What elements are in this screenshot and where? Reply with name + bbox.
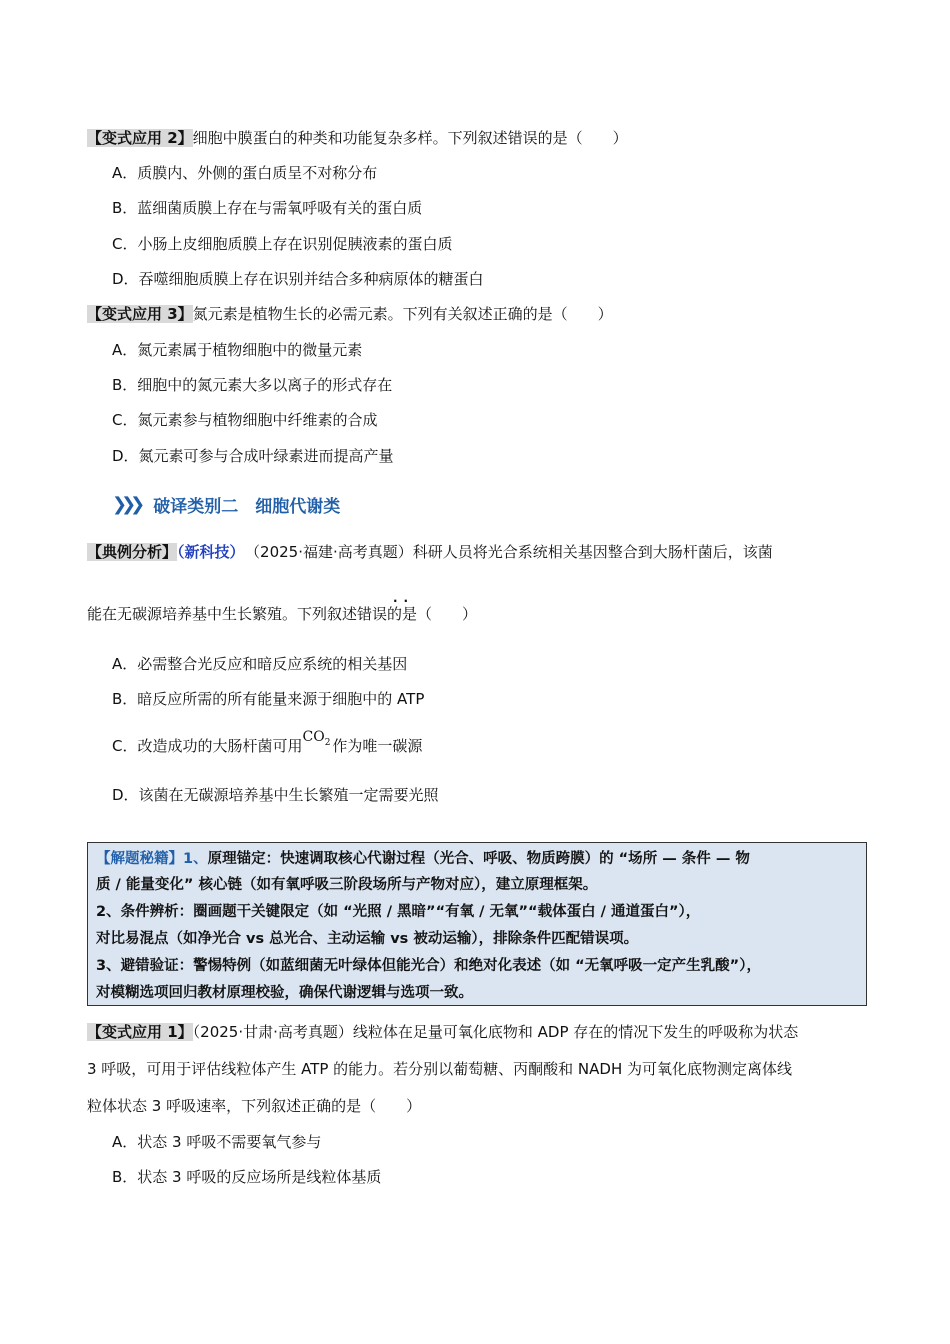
section-title: 破译类别二 细胞代谢类 [153,497,341,517]
option-d: D．吞噬细胞质膜上存在识别并结合多种病原体的糖蛋白 [112,270,484,288]
emphasis-dots: ·· [393,594,415,608]
solution-tips-box [87,842,867,1006]
example-stem [87,542,773,562]
question-2-stem [87,128,628,148]
option-a: A．质膜内、外侧的蛋白质呈不对称分布 [112,164,378,182]
option-b: B．状态 3 呼吸的反应场所是线粒体基质 [112,1168,382,1186]
option-b: B．蓝细菌质膜上存在与需氧呼吸有关的蛋白质 [112,199,423,217]
option-c-text: C．改造成功的大肠杆菌可用 [112,737,303,755]
tip-line-3: 2、条件辨析：圈画题干关键限定（如 “光照 / 黑暗”“有氧 / 无氧”“载体蛋白 / 通道蛋白”）， [96,904,701,920]
option-b: B．细胞中的氮元素大多以离子的形式存在 [112,376,393,394]
option-a: A．状态 3 呼吸不需要氧气参与 [112,1133,322,1151]
example-badge: （新科技） [177,543,245,561]
question-3-stem [87,304,613,324]
option-c-text-end: 作为唯一碳源 [332,737,423,755]
option-c: C．氮元素参与植物细胞中纤维素的合成 [112,411,378,429]
option-c [112,729,423,763]
option-a: A．必需整合光反应和暗反应系统的相关基因 [112,655,408,673]
option-d: D．该菌在无碳源培养基中生长繁殖一定需要光照 [112,786,439,804]
question-tag: 【变式应用 1】 [87,1023,193,1041]
option-d: D．氮元素可参与合成叶绿素进而提高产量 [112,447,394,465]
section-heading [112,492,340,517]
option-a: A．氮元素属于植物细胞中的微量元素 [112,341,363,359]
double-chevron-right-icon: ❯❯❯ [112,494,140,515]
tip-line-5: 3、避错验证：警惕特例（如蓝细菌无叶绿体但能光合）和绝对化表述（如 “无氧呼吸一定产生乳酸”）， [96,958,761,974]
question-tag: 【变式应用 2】 [87,129,193,147]
option-b: B．暗反应所需的所有能量来源于细胞中的 ATP [112,690,425,708]
tip-line-1: 【解题秘籍】1、原理锚定：快速调取核心代谢过程（光合、呼吸、物质跨膜）的 “场所 — 条件 — 物 [96,851,750,867]
question-1-stem [87,1022,798,1042]
question-tag: 【变式应用 3】 [87,305,193,323]
co2-formula: $CO_2$ [302,729,331,748]
question-text: 氮元素是植物生长的必需元素。下列有关叙述正确的是（ ） [192,305,613,323]
question-text: 细胞中膜蛋白的种类和功能复杂多样。下列叙述错误的是（ ） [192,129,628,147]
question-1-line-3: 粒体状态 3 呼吸速率，下列叙述正确的是（ ） [87,1097,422,1115]
option-c: C．小肠上皮细胞质膜上存在识别促胰液素的蛋白质 [112,235,453,253]
tip-tag: 【解题秘籍】 [96,851,183,867]
example-tag: 【典例分析】 [87,543,178,561]
example-source: （2025·福建·高考真题）科研人员将光合系统相关基因整合到大肠杆菌后，该菌 [252,543,773,561]
tip-line-2: 质 / 能量变化” 核心链（如有氧呼吸三阶段场所与产物对应），建立原理框架。 [96,877,598,893]
example-stem-line-2: 能在无碳源培养基中生长繁殖。下列叙述错误的是（ ） [87,605,478,623]
tip-line-4: 对比易混点（如净光合 vs 总光合、主动运输 vs 被动运输），排除条件匹配错误项。 [96,931,639,947]
question-text: （2025·甘肃·高考真题）线粒体在足量可氧化底物和 ADP 存在的情况下发生的呼吸称为状态 [192,1023,799,1041]
tip-line-6: 对模糊选项回归教材原理校验，确保代谢逻辑与选项一致。 [96,985,473,1001]
question-1-line-2: 3 呼吸，可用于评估线粒体产生 ATP 的能力。若分别以葡萄糖、丙酮酸和 NADH 为可氧化底物测定离体线 [87,1060,793,1078]
